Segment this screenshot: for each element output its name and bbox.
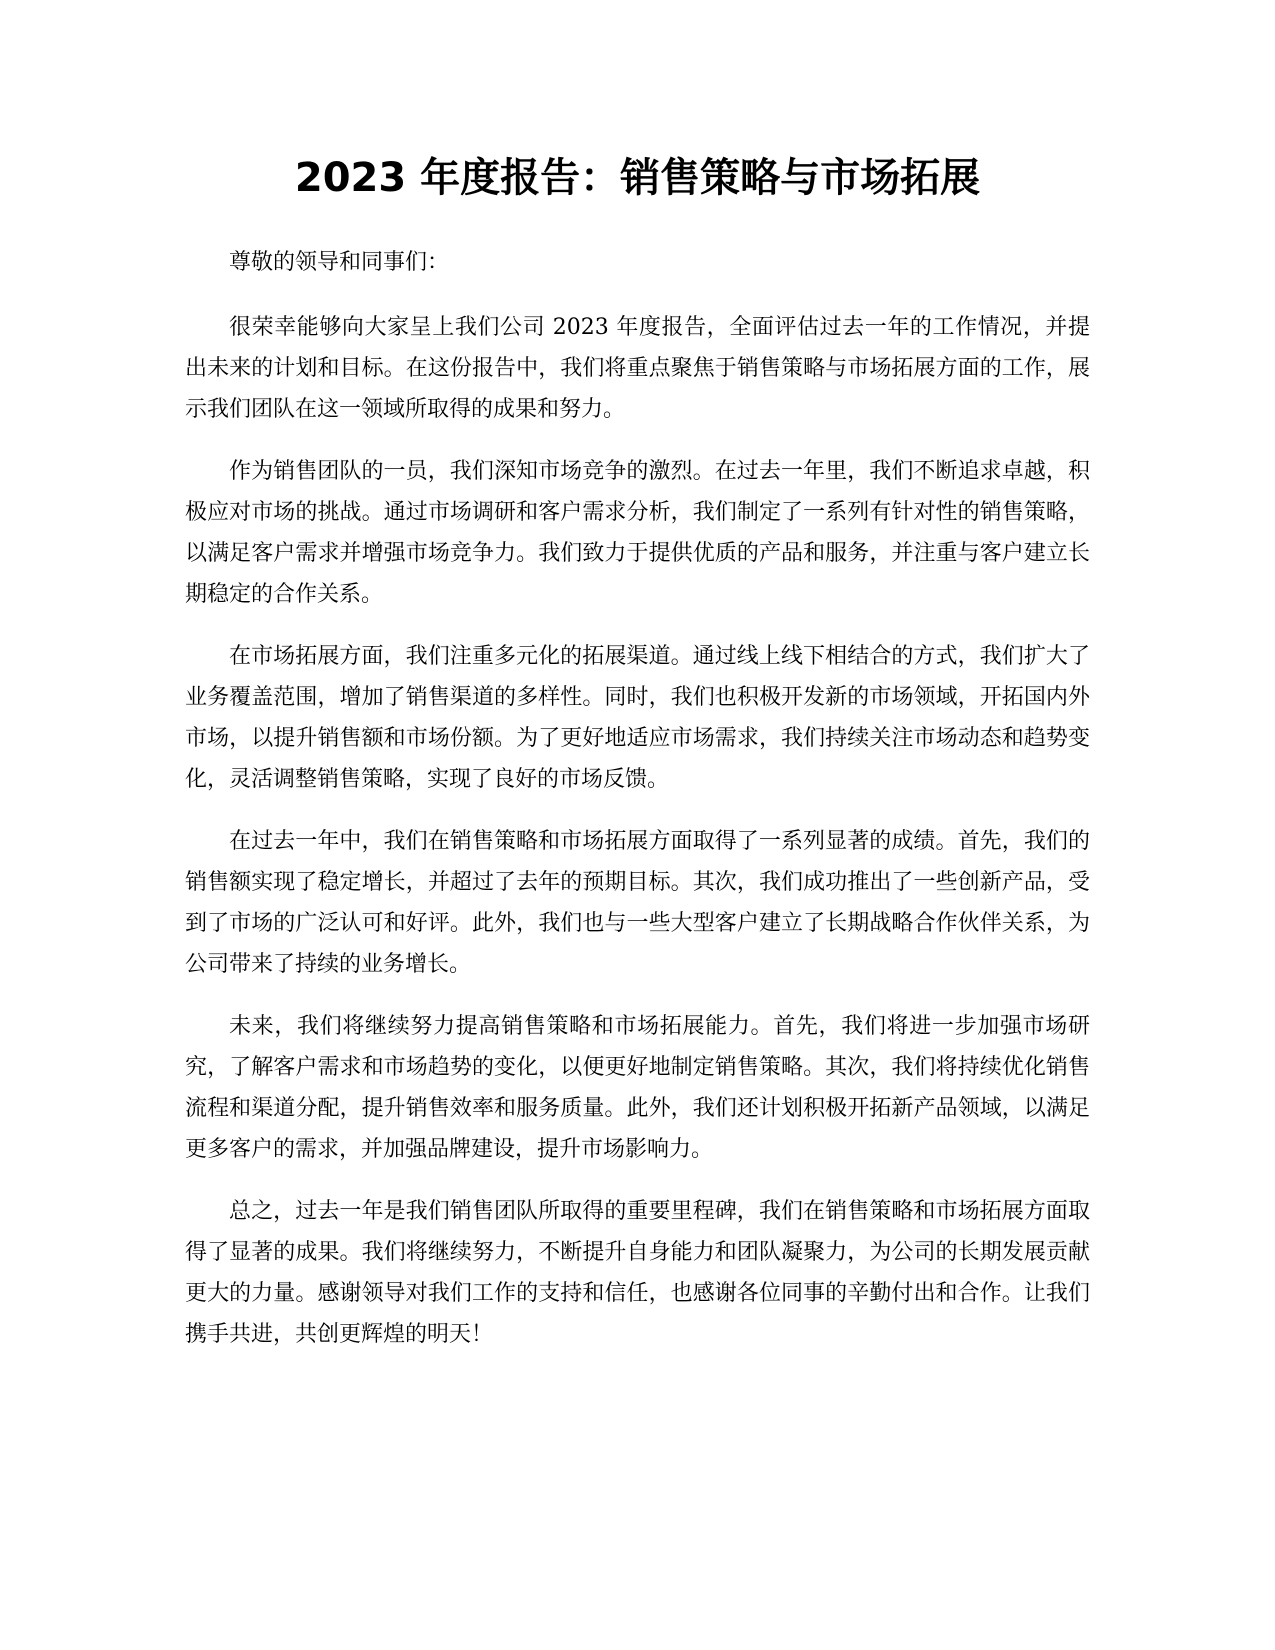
paragraph-achievements: 在过去一年中，我们在销售策略和市场拓展方面取得了一系列显著的成绩。首先，我们的销售额实现了稳定增长，并超过了去年的预期目标。其次，我们成功推出了一些创新产品，受到了市场的广泛认可和好评。此外，我们也与一些大型客户建立了长期战略合作伙伴关系，为公司带来了持续的业务增长。 [185,829,1090,977]
paragraph-sales-strategy: 作为销售团队的一员，我们深知市场竞争的激烈。在过去一年里，我们不断追求卓越，积极应对市场的挑战。通过市场调研和客户需求分析，我们制定了一系列有针对性的销售策略，以满足客户需求并增强市场竞争力。我们致力于提供优质的产品和服务，并注重与客户建立长期稳定的合作关系。 [185,459,1090,607]
paragraph-future-plans: 未来，我们将继续努力提高销售策略和市场拓展能力。首先，我们将进一步加强市场研究，了解客户需求和市场趋势的变化，以便更好地制定销售策略。其次，我们将持续优化销售流程和渠道分配，提升销售效率和服务质量。此外，我们还计划积极开拓新产品领域，以满足更多客户的需求，并加强品牌建设，提升市场影响力。 [185,1014,1090,1162]
document-title: 2023 年度报告：销售策略与市场拓展 [294,155,981,201]
paragraph-conclusion: 总之，过去一年是我们销售团队所取得的重要里程碑，我们在销售策略和市场拓展方面取得了显著的成果。我们将继续努力，不断提升自身能力和团队凝聚力，为公司的长期发展贡献更大的力量。感谢领导对我们工作的支持和信任，也感谢各位同事的辛勤付出和合作。让我们携手共进，共创更辉煌的明天！ [185,1199,1090,1347]
salutation: 尊敬的领导和同事们： [229,250,450,275]
document-body [185,242,1090,1376]
paragraph-market-expansion: 在市场拓展方面，我们注重多元化的拓展渠道。通过线上线下相结合的方式，我们扩大了业务覆盖范围，增加了销售渠道的多样性。同时，我们也积极开发新的市场领域，开拓国内外市场，以提升销售额和市场份额。为了更好地适应市场需求，我们持续关注市场动态和趋势变化，灵活调整销售策略，实现了良好的市场反馈。 [185,644,1090,792]
paragraph-intro: 很荣幸能够向大家呈上我们公司 2023 年度报告，全面评估过去一年的工作情况，并提出未来的计划和目标。在这份报告中，我们将重点聚焦于销售策略与市场拓展方面的工作，展示我们团队在这一领域所取得的成果和努力。 [185,315,1090,422]
